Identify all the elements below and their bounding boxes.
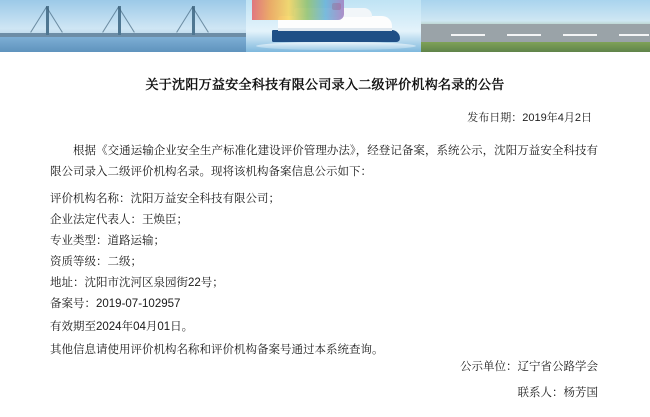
field-label: 备案号： [50, 298, 96, 310]
contact-person-value: 杨芳国 [563, 387, 598, 399]
field-row [50, 231, 598, 252]
field-value: 王焕臣； [142, 214, 188, 226]
publish-date-value: 2019年4月2日 [522, 112, 592, 124]
flower-decoration [252, 0, 344, 20]
field-value: 二级； [107, 256, 142, 268]
field-value: 沈阳万益安全科技有限公司； [130, 193, 280, 205]
field-label: 专业类型： [50, 235, 108, 247]
field-row [50, 210, 598, 231]
issuing-unit-line [298, 357, 598, 377]
field-label: 资质等级： [50, 256, 108, 268]
ship-hull [272, 30, 400, 42]
document-body [50, 141, 598, 361]
field-label: 地址： [50, 277, 85, 289]
contact-person-label: 联系人： [517, 387, 564, 399]
highway-panel [421, 0, 650, 52]
field-value: 2019-07-102957 [96, 298, 181, 310]
road-marking [507, 34, 541, 36]
bridge-water [0, 36, 246, 52]
roadside-greenery [421, 42, 650, 52]
query-note: 其他信息请使用评价机构名称和评价机构备案号通过本系统查询。 [50, 344, 384, 356]
field-label: 评价机构名称： [50, 193, 131, 205]
ship-wake [256, 42, 416, 50]
bridge-panel [0, 0, 246, 52]
bridge-cable [102, 7, 119, 33]
issuing-unit-label: 公示单位： [460, 361, 518, 373]
bridge-cable [176, 7, 193, 33]
bridge-cable [30, 7, 47, 33]
field-value: 沈阳市沈河区泉园街22号； [84, 277, 224, 289]
field-row [50, 252, 598, 273]
bridge-deck [0, 33, 246, 37]
record-fields [50, 189, 598, 315]
road-marking [619, 34, 649, 36]
publish-date-label: 发布日期： [467, 112, 523, 124]
field-row [50, 189, 598, 210]
field-row [50, 273, 598, 294]
intro-paragraph: 根据《交通运输企业安全生产标准化建设评价管理办法》，经登记备案，系统公示，沈阳万益安全科技有限公司录入二级评价机构名录。现将该机构备案信息公示如下： [50, 145, 598, 178]
field-row [50, 294, 598, 315]
road-marking [451, 34, 485, 36]
field-value: 道路运输； [107, 235, 165, 247]
validity-line: 有效期至2024年04月01日。 [50, 321, 194, 333]
page-title: 关于沈阳万益安全科技有限公司录入二级评价机构名录的公告 [145, 77, 505, 92]
header-banner-image [0, 0, 650, 52]
issuing-unit-value: 辽宁省公路学会 [517, 361, 598, 373]
field-label: 企业法定代表人： [50, 214, 142, 226]
contact-person-line [298, 383, 598, 403]
road-marking [563, 34, 597, 36]
publish-date-line [0, 109, 650, 125]
